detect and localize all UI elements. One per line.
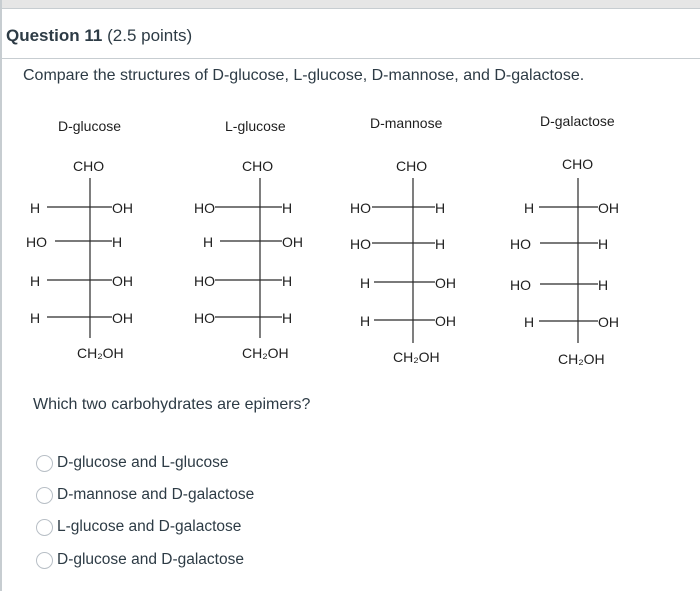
substituent-left: H xyxy=(30,200,41,216)
radio-button[interactable] xyxy=(36,455,53,472)
substituent-right: OH xyxy=(282,234,303,250)
substituent-left: HO xyxy=(194,200,215,216)
substituent-right: H xyxy=(435,236,446,252)
question-prompt: Compare the structures of D-glucose, L-glucose, D-mannose, and D-galactose. xyxy=(23,67,585,84)
structure-bottom-group: CH₂OH xyxy=(77,345,124,361)
substituent-left: H xyxy=(30,310,41,326)
substituent-left: H xyxy=(524,200,535,216)
structure-name: D-mannose xyxy=(370,115,443,131)
substituent-left: H xyxy=(524,314,535,330)
substituent-left: HO xyxy=(194,273,215,289)
substituent-left: H xyxy=(203,234,214,250)
substituent-right: H xyxy=(598,277,609,293)
substituent-right: H xyxy=(112,234,123,250)
substituent-left: HO xyxy=(26,234,47,250)
substituent-left: HO xyxy=(510,236,531,252)
answer-option-label: L-glucose and D-galactose xyxy=(57,518,242,535)
substituent-right: OH xyxy=(435,313,456,329)
substituent-left: H xyxy=(30,273,41,289)
fischer-projections xyxy=(20,100,660,380)
substituent-right: OH xyxy=(112,200,133,216)
answer-option-1[interactable] xyxy=(36,454,228,472)
substituent-right: OH xyxy=(435,275,456,291)
structure-top-group: CHO xyxy=(242,158,274,174)
radio-button[interactable] xyxy=(36,519,53,536)
structure-top-group: CHO xyxy=(562,156,594,172)
answer-option-label: D-mannose and D-galactose xyxy=(57,486,255,503)
answer-option-3[interactable] xyxy=(36,518,241,536)
substituent-right: OH xyxy=(598,200,619,216)
left-border xyxy=(0,0,2,591)
structure-bottom-group: CH₂OH xyxy=(242,345,289,361)
substituent-right: OH xyxy=(112,273,133,289)
structure-l-glucose xyxy=(194,118,303,361)
structure-top-group: CHO xyxy=(396,158,428,174)
structure-name: D-glucose xyxy=(58,118,122,134)
answer-option-4[interactable] xyxy=(36,551,244,569)
substituent-left: HO xyxy=(194,310,215,326)
question-title xyxy=(6,26,192,46)
structure-d-galactose xyxy=(510,113,619,367)
structure-name: D-galactose xyxy=(540,113,615,129)
question-points: (2.5 points) xyxy=(107,26,193,45)
structure-d-mannose xyxy=(350,115,456,365)
substituent-right: H xyxy=(282,273,293,289)
substituent-right: H xyxy=(598,236,609,252)
top-border xyxy=(0,0,700,9)
substituent-left: HO xyxy=(510,277,531,293)
question-sub-prompt: Which two carbohydrates are epimers? xyxy=(33,396,311,413)
answer-option-label: D-glucose and L-glucose xyxy=(57,454,229,471)
answer-option-label: D-glucose and D-galactose xyxy=(57,551,244,568)
structure-bottom-group: CH₂OH xyxy=(558,351,605,367)
substituent-left: HO xyxy=(350,236,371,252)
substituent-left: H xyxy=(360,313,371,329)
substituent-right: H xyxy=(435,200,446,216)
substituent-right: OH xyxy=(112,310,133,326)
question-number: Question 11 xyxy=(6,26,103,45)
radio-button[interactable] xyxy=(36,487,53,504)
structure-bottom-group: CH₂OH xyxy=(393,349,440,365)
substituent-right: H xyxy=(282,200,293,216)
substituent-left: HO xyxy=(350,200,371,216)
structure-d-glucose xyxy=(26,118,133,361)
substituent-right: OH xyxy=(598,314,619,330)
substituent-left: H xyxy=(360,275,371,291)
substituent-right: H xyxy=(282,310,293,326)
answer-option-2[interactable] xyxy=(36,486,254,504)
structure-top-group: CHO xyxy=(73,158,105,174)
structure-name: L-glucose xyxy=(225,118,286,134)
radio-button[interactable] xyxy=(36,552,53,569)
